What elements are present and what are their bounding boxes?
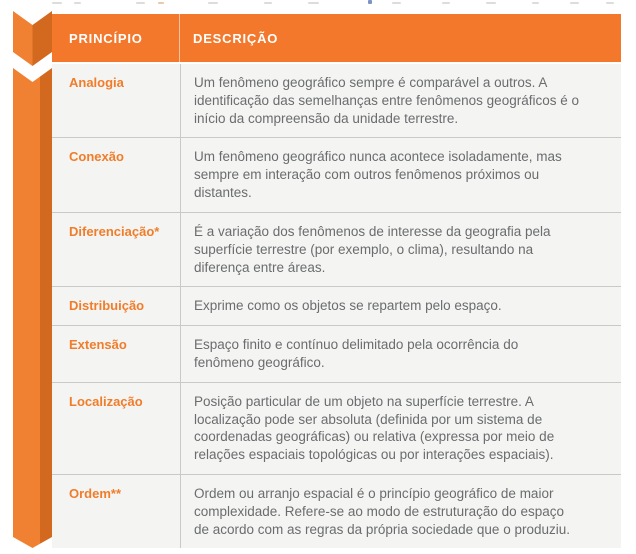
ribbon-bookmark-decoration [13,11,52,548]
table-row [52,474,621,548]
table-header-row [52,14,621,62]
table-row [52,382,621,474]
row-description-text: Exprime como os objetos se repartem pelo espaço. [180,287,621,325]
row-principle-label: Localização [69,393,143,409]
table-row [52,137,621,211]
principles-table [52,14,621,548]
row-principle-label: Distribuição [69,298,145,314]
row-principle-label: Conexão [69,149,124,165]
cropped-text-artifacts [40,0,626,6]
row-principle-label: Ordem** [69,486,122,501]
row-principle-label: Diferenciação* [69,223,160,239]
row-description-text: Ordem ou arranjo espacial é o princípio geográfico de maior complexidade. Refere-se ao modo de estruturação do espaço de acordo com as regras da própria sociedade que o produziu. [180,475,621,548]
table-row [52,212,621,286]
header-cell-principle: PRINCÍPIO [52,14,180,62]
table-row [52,325,621,382]
row-description-text: Espaço finito e contínuo delimitado pela ocorrência do fenômeno geográfico. [180,326,621,382]
header-cell-description: DESCRIÇÃO [193,30,279,46]
table-row [52,286,621,325]
row-description-text: Um fenômeno geográfico sempre é comparável a outros. A identificação das semelhanças entre fenômenos geográficos é o início da compreensão da unidade terrestre. [180,64,621,137]
row-principle-label: Analogia [69,75,124,90]
table-body [52,64,621,548]
row-description-text: Um fenômeno geográfico nunca acontece isoladamente, mas sempre em interação com outros fenômenos próximos ou distantes. [180,138,621,211]
row-description-text: É a variação dos fenômenos de interesse da geografia pela superfície terrestre (por exemplo, o clima), resultando na diferença entre áreas. [180,213,621,286]
row-description-text: Posição particular de um objeto na superfície terrestre. A localização pode ser absoluta (definida por um sistema de coordenadas geográficas) ou relativa (expressa por meio de relações espaciais topológicas ou por interações espaciais). [180,383,621,474]
table-row [52,64,621,137]
row-principle-label: Extensão [69,337,127,353]
